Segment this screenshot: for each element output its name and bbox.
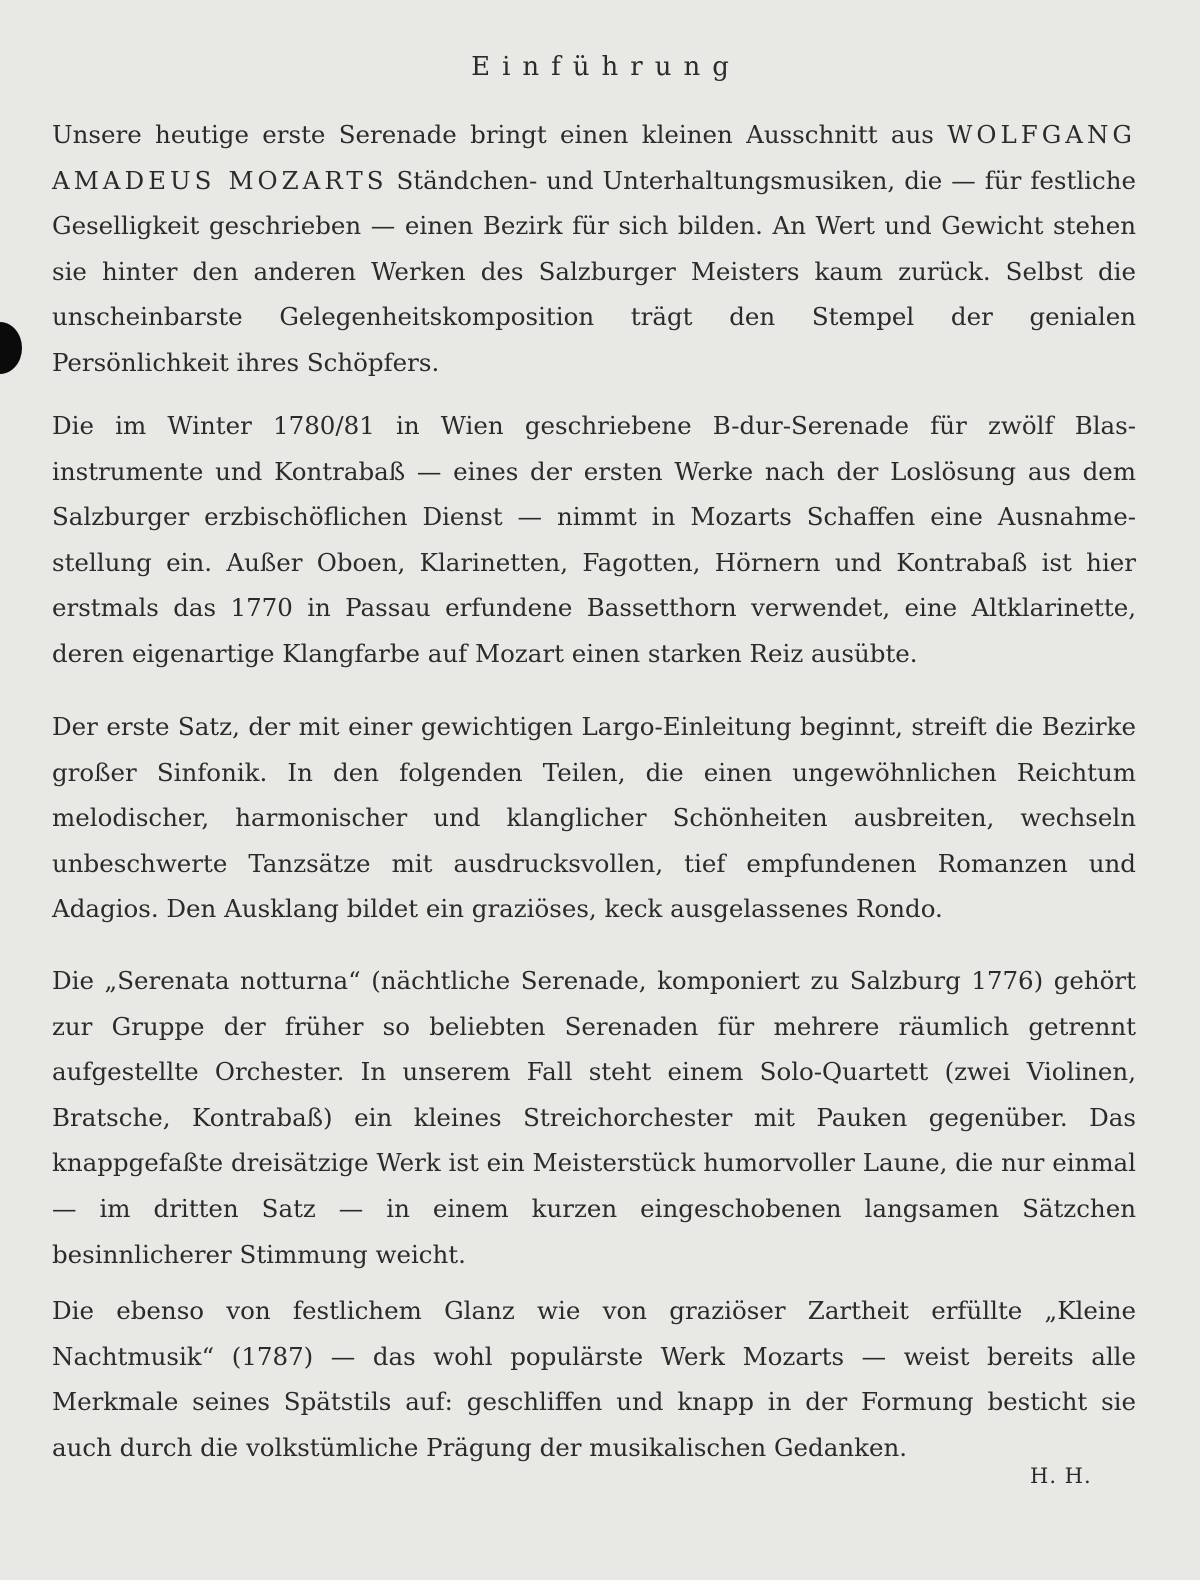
author-initials: H. H. <box>1030 1464 1092 1488</box>
paragraph-1-rest: Ständchen- und Unterhaltungsmusiken, die — für festliche Geselligkeit geschrieben — einen Bezirk für sich bilden. An Wert und Gewicht stehen sie hinter den anderen Werken des Salzburger Meisters kaum zurück. Selbst die unscheinbarste Gelegenheitskomposition trägt den Stempel der genialen Persönlichkeit ihres Schöpfers. <box>52 165 1136 377</box>
punch-hole <box>0 322 22 374</box>
paragraph-2: Die im Winter 1780/81 in Wien geschriebene B-dur-Serenade für zwölf Blasinstrumente und Kontrabaß — eines der ersten Werke nach der Loslösung aus dem Salzburger erzbischöflichen Dienst — nimmt in Mozarts Schaffen eine Ausnahmestellung ein. Außer Oboen, Klarinetten, Fagotten, Hörnern und Kontrabaß ist hier erstmals das 1770 in Passau erfundene Bassetthorn verwendet, eine Altklarinette, deren eigenartige Klangfarbe auf Mozart einen starken Reiz ausübte. <box>52 411 1136 668</box>
paragraph-1 <box>52 112 1136 386</box>
paragraph-3: Der erste Satz, der mit einer gewichtigen Largo-Einleitung beginnt, streift die Bezirke großer Sinfonik. In den folgenden Teilen, die einen ungewöhnlichen Reichtum melodischer, harmonischer und klanglicher Schönheiten ausbreiten, wechseln unbeschwerte Tanzsätze mit ausdrucksvollen, tief empfundenen Romanzen und Adagios. Den Ausklang bildet ein graziöses, keck ausgelassenes Rondo. <box>52 712 1136 924</box>
composer-name: WOLFGANG AMADEUS MOZARTS <box>52 120 1136 195</box>
page-title: Einführung <box>471 52 741 82</box>
paragraph-5: Die ebenso von festlichem Glanz wie von graziöser Zartheit erfüllte „Kleine Nachtmusik“ (1787) — das wohl populärste Werk Mozarts — weist bereits alle Merkmale seines Spätstils auf: geschliffen und knapp in der Formung besticht sie auch durch die volkstümliche Prägung der musikalischen Gedanken. <box>52 1296 1136 1462</box>
paragraph-1-lead: Unsere heutige erste Serenade bringt einen kleinen Ausschnitt aus <box>52 120 948 149</box>
paragraph-4: Die „Serenata notturna“ (nächtliche Serenade, komponiert zu Salzburg 1776) gehört zur Gruppe der früher so beliebten Serenaden für mehrere räumlich getrennt aufgestellte Orchester. In unserem Fall steht einem Solo-Quartett (zwei Violinen, Bratsche, Kontrabaß) ein kleines Streichorchester mit Pauken gegenüber. Das knappgefaßte dreisätzige Werk ist ein Meisterstück humorvoller Laune, die nur einmal — im dritten Satz — in einem kurzen eingeschobenen langsamen Sätzchen besinnlicherer Stimmung weicht. <box>52 966 1136 1269</box>
